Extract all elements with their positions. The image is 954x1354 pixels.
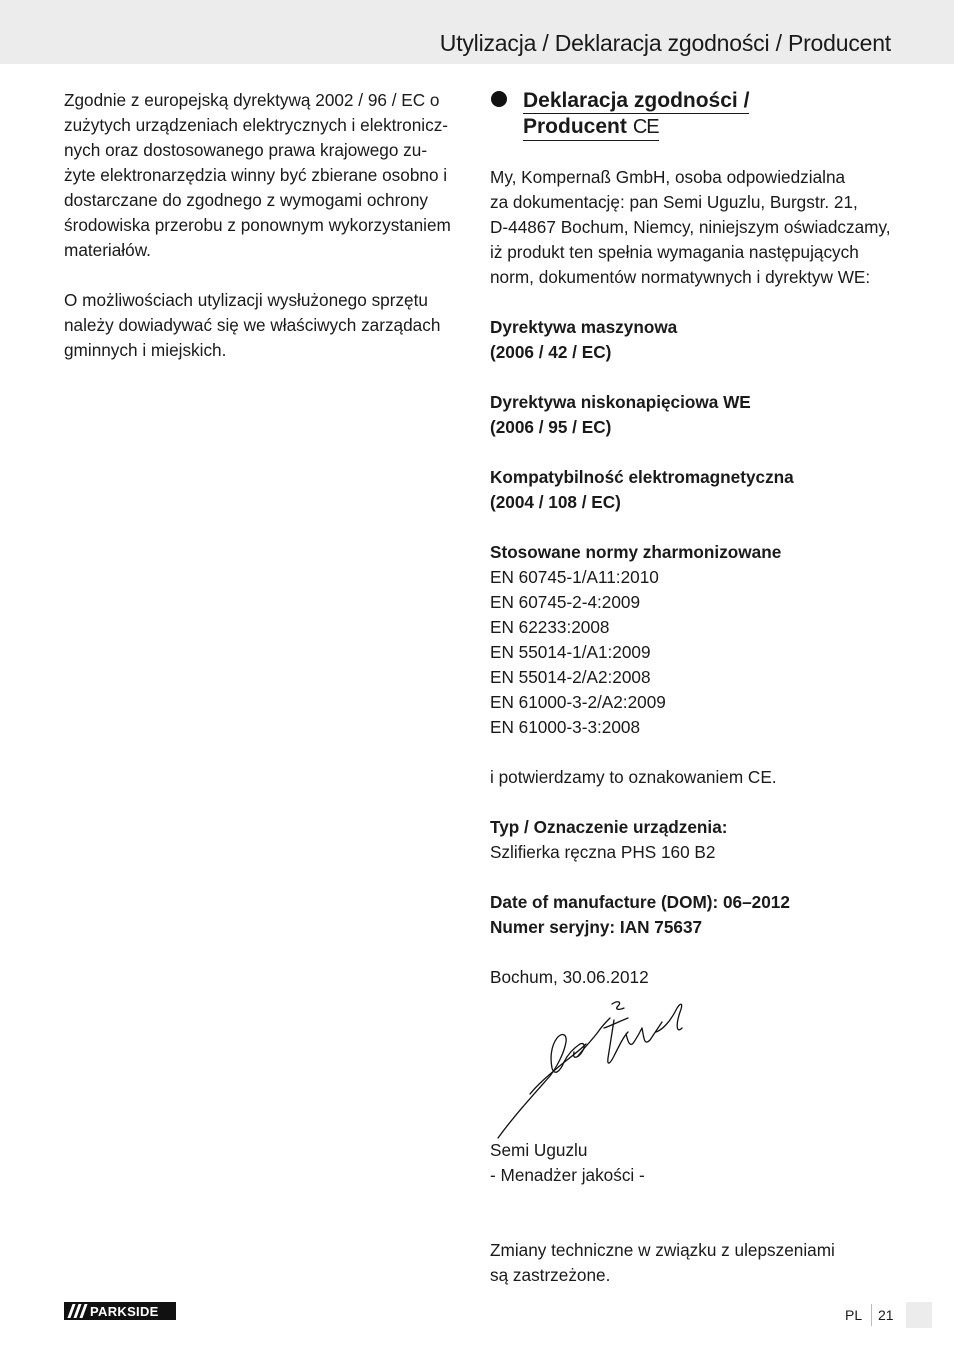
text-line: Zmiany techniczne w związku z ulepszeniami — [490, 1240, 835, 1260]
directive-name: Kompatybilność elektromagnetyczna — [490, 467, 794, 487]
text-line: dostarczane do zgodnego z wymogami ochrony — [64, 190, 429, 210]
text-line: za dokumentację: pan Semi Uguzlu, Burgstr. 21, — [490, 192, 858, 212]
page-title: Utylizacja / Deklaracja zgodności / Producent — [439, 30, 891, 56]
brand-name: PARKSIDE — [90, 1303, 159, 1319]
dom-line: Date of manufacture (DOM): 06–2012 — [490, 892, 790, 912]
text-line: należy dowiadywać się we właściwych zarządach — [64, 315, 441, 335]
directive-code: (2006 / 95 / EC) — [490, 417, 612, 437]
disposal-info-paragraph — [64, 288, 466, 363]
directive-code: (2006 / 42 / EC) — [490, 342, 612, 362]
bullet-icon — [491, 91, 507, 107]
signature-image — [494, 998, 694, 1140]
text-line: nych oraz dostosowanego prawa krajowego zu- — [64, 140, 428, 160]
text-line: żyte elektronarzędzia winny być zbierane osobno i — [64, 165, 448, 185]
text-line: gminnych i miejskich. — [64, 340, 227, 360]
technical-changes-note — [490, 1238, 890, 1288]
language-code: PL — [845, 1307, 863, 1323]
ce-confirmation: i potwierdzamy to oznakowaniem CE. — [490, 767, 777, 787]
text-line: materiałów. — [64, 240, 151, 260]
type-label: Typ / Oznaczenie urządzenia: — [490, 817, 728, 837]
machinery-directive — [490, 315, 900, 365]
text-line: My, Kompernaß GmbH, osoba odpowiedzialna — [490, 167, 846, 187]
signer-name: Semi Uguzlu — [490, 1140, 588, 1160]
standards-heading: Stosowane normy zharmonizowane — [490, 542, 782, 562]
brand-slashes-icon — [64, 1302, 88, 1320]
standard-item: EN 61000-3-3:2008 — [490, 717, 641, 737]
footer-divider — [871, 1304, 872, 1326]
text-line: Zgodnie z europejską dyrektywą 2002 / 96 / EC o — [64, 90, 440, 110]
directive-code: (2004 / 108 / EC) — [490, 492, 621, 512]
standard-item: EN 55014-2/A2:2008 — [490, 667, 651, 687]
text-line: norm, dokumentów normatywnych i dyrektyw WE: — [490, 267, 871, 287]
text-line: zużytych urządzeniach elektrycznych i elektronicz- — [64, 115, 449, 135]
standard-item: EN 60745-1/A11:2010 — [490, 567, 659, 587]
disposal-section — [64, 88, 466, 388]
place-date: Bochum, 30.06.2012 — [490, 967, 649, 987]
declaration-intro — [490, 165, 900, 290]
heading-line-producer: Producent CE — [523, 114, 659, 141]
page-number: 21 — [878, 1307, 894, 1323]
text-line: D-44867 Bochum, Niemcy, niniejszym oświadczamy, — [490, 217, 891, 237]
declaration-heading — [490, 88, 900, 141]
standard-item: EN 62233:2008 — [490, 617, 610, 637]
directive-name: Dyrektywa maszynowa — [490, 317, 678, 337]
heading-line: Deklaracja zgodności / — [523, 89, 750, 112]
footer-tab — [906, 1302, 932, 1328]
emc-directive — [490, 465, 900, 515]
serial-line: Numer seryjny: IAN 75637 — [490, 917, 703, 937]
text-line: iż produkt ten spełnia wymagania następujących — [490, 242, 859, 262]
manufacture-info — [490, 890, 900, 940]
low-voltage-directive — [490, 390, 900, 440]
page-footer — [845, 1302, 932, 1328]
standard-item: EN 55014-1/A1:2009 — [490, 642, 651, 662]
standard-item: EN 61000-3-2/A2:2009 — [490, 692, 666, 712]
text-line: są zastrzeżone. — [490, 1265, 611, 1285]
disposal-paragraph — [64, 88, 466, 263]
ce-mark-icon: CE — [632, 116, 659, 138]
type-value: Szlifierka ręczna PHS 160 B2 — [490, 842, 716, 862]
signer-block — [490, 1138, 645, 1188]
signer-role: - Menadżer jakości - — [490, 1165, 645, 1185]
device-type — [490, 815, 900, 865]
header-bar — [0, 0, 954, 64]
text-line: środowiska przerobu z ponownym wykorzystaniem — [64, 215, 451, 235]
standard-item: EN 60745-2-4:2009 — [490, 592, 641, 612]
text-line: O możliwościach utylizacji wysłużonego sprzętu — [64, 290, 428, 310]
brand-logo — [64, 1302, 176, 1320]
directive-name: Dyrektywa niskonapięciowa WE — [490, 392, 751, 412]
standards-list — [490, 565, 900, 740]
declaration-section — [490, 88, 900, 990]
